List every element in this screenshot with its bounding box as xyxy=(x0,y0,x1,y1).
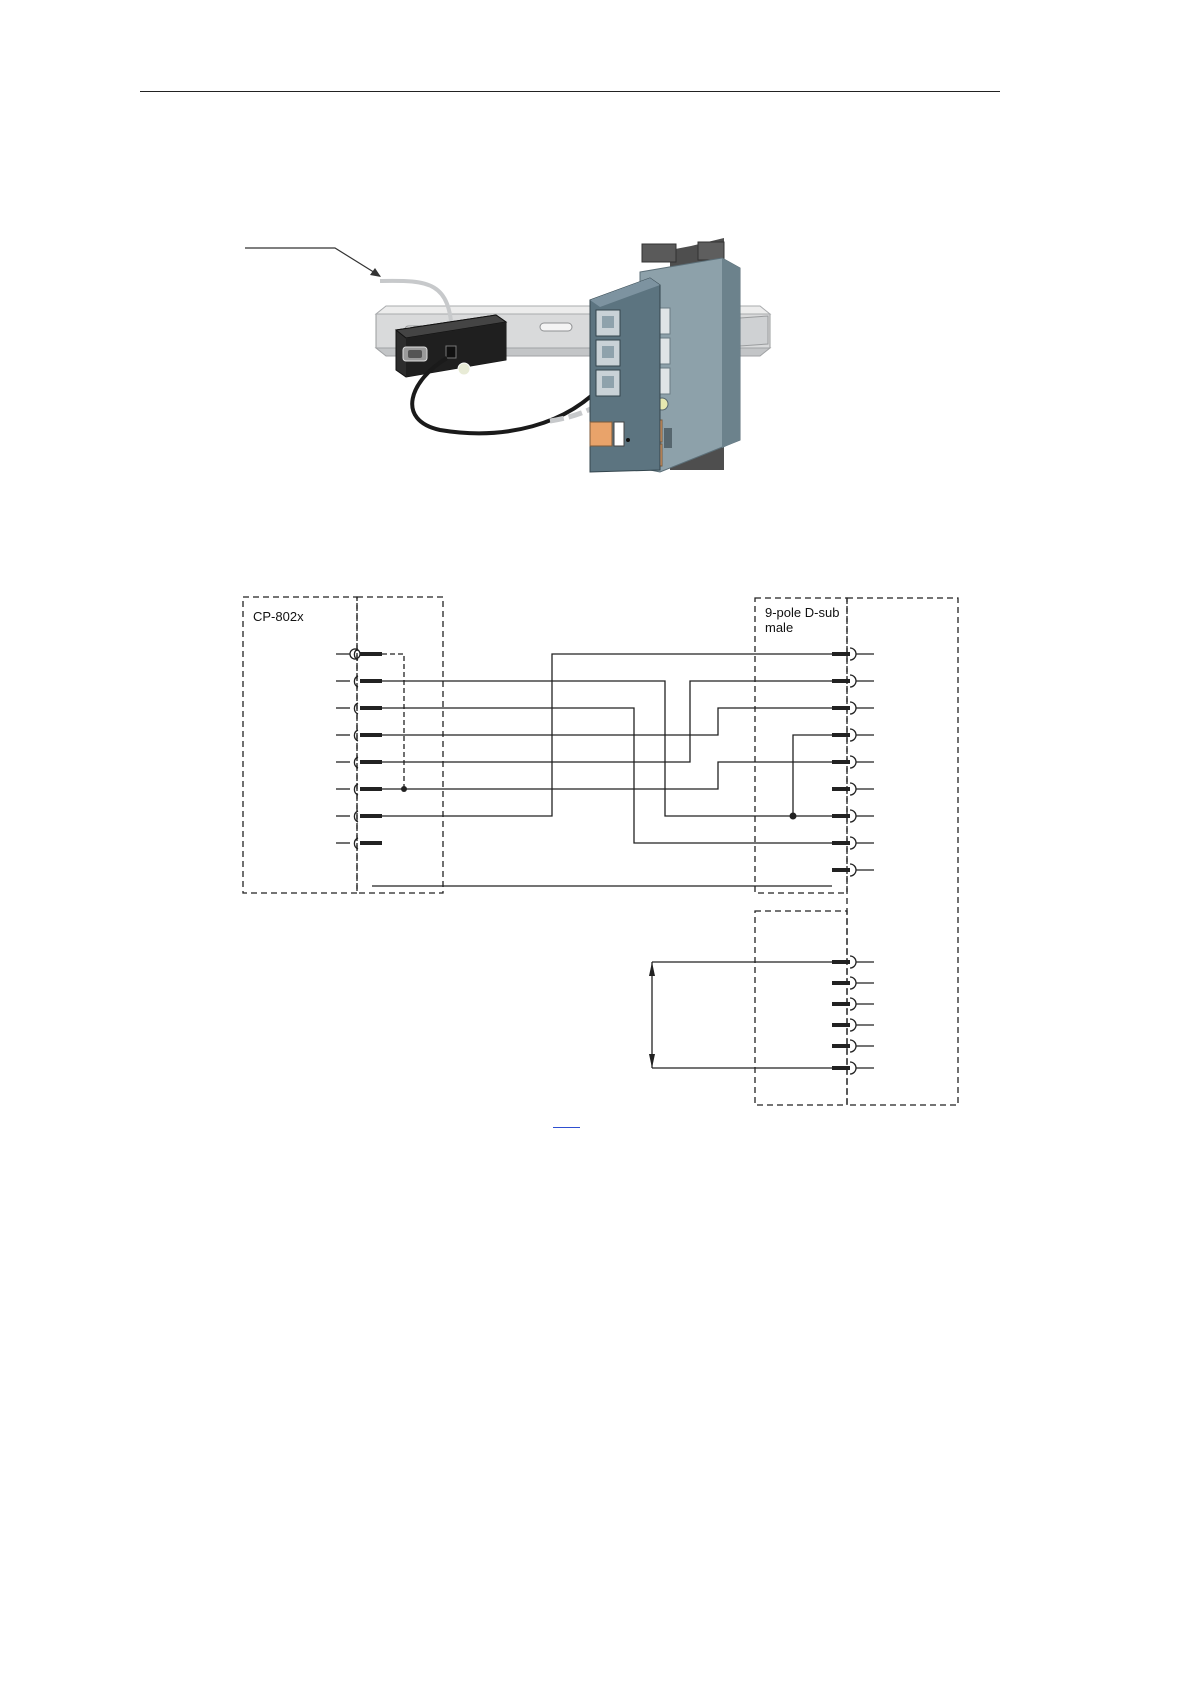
cp802x-label: CP-802x xyxy=(253,609,304,624)
device-photo xyxy=(245,238,770,472)
callout-arrowhead xyxy=(370,268,381,277)
callout-pointer xyxy=(245,248,380,276)
cp802x-connector-box xyxy=(357,597,443,893)
dsub-label-line2: male xyxy=(765,620,794,635)
adapter-led-icon xyxy=(458,363,470,375)
cp802x-box xyxy=(243,597,357,893)
lower-pins xyxy=(832,956,874,1074)
dsub-label-line1: 9-pole D-sub xyxy=(765,605,840,620)
page-link[interactable] xyxy=(553,1113,580,1128)
left-pins xyxy=(336,649,382,849)
wiring-diagram xyxy=(243,597,958,1105)
wires xyxy=(372,654,832,1068)
dsub-box xyxy=(755,598,847,893)
lower-connector-box xyxy=(755,911,847,1105)
right-pins xyxy=(832,648,874,876)
right-device-box xyxy=(847,598,958,1105)
